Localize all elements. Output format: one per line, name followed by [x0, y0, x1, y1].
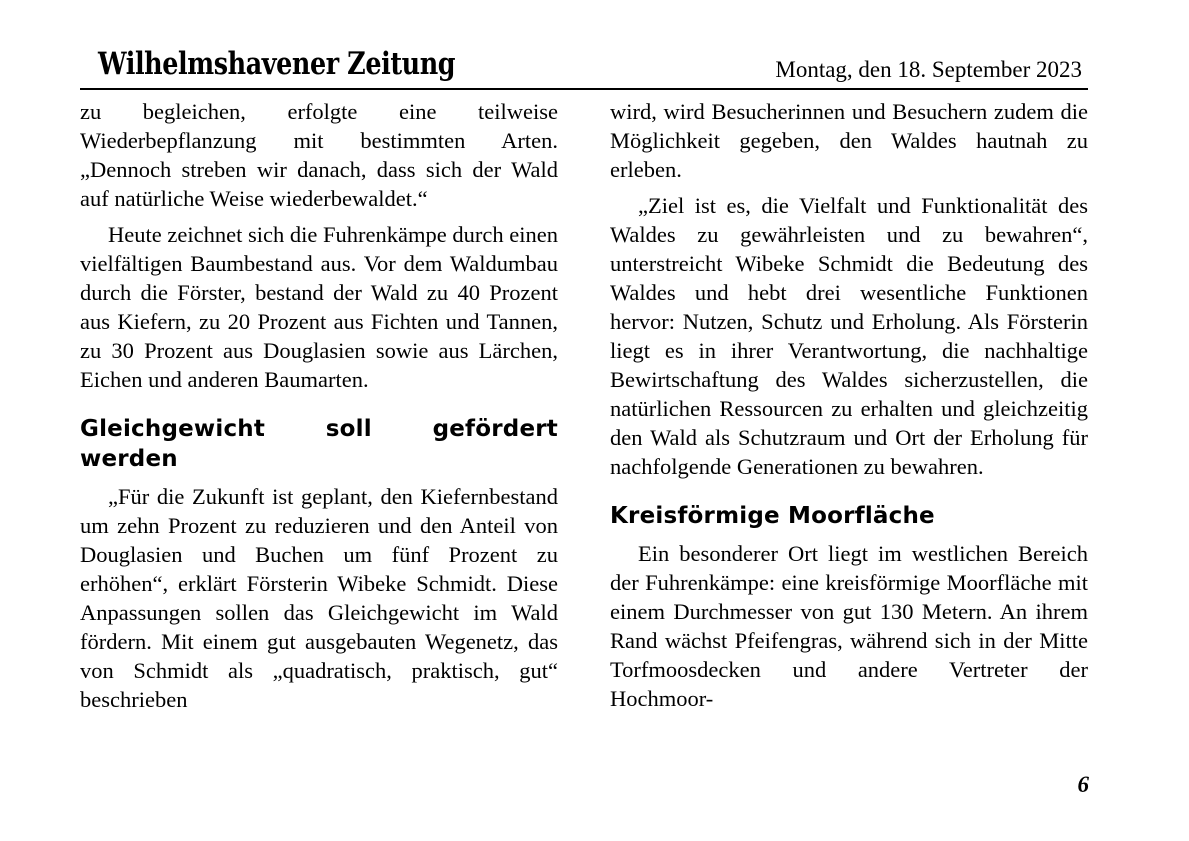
left-paragraph-2: Heute zeichnet sich die Fuhrenkämpe durch einen vielfältigen Baumbestand aus. Vor dem Waldumbau durch die Förster, bestand der Wald zu 40 Prozent aus Kiefern, zu 20 Prozent aus Fichten und Tannen, zu 30 Prozent aus Douglasien sowie aus Lärchen, Eichen und anderen Baumarten. [80, 222, 558, 392]
right-paragraph-2: „Ziel ist es, die Vielfalt und Funktionalität des Waldes zu gewährleisten und zu bewahren“, unterstreicht Wibeke Schmidt die Bedeutung des Waldes und hebt drei wesentliche Funktionen hervor: Nutzen, Schutz und Erholung. Als Försterin liegt es in ihrer Verantwortung, die nachhaltige Bewirtschaftung des Waldes sicherzustellen, die natürlichen Ressourcen zu erhalten und gleichzeitig den Wald als Schutzraum und Ort der Erholung für nachfolgende Generationen zu bewahren. [610, 193, 1088, 479]
right-paragraph-1: wird, wird Besucherinnen und Besuchern zudem die Möglichkeit gegeben, den Waldes hautnah zu erleben. [610, 99, 1088, 182]
page-number: 6 [1077, 772, 1089, 797]
right-paragraph-3: Ein besonderer Ort liegt im westlichen Bereich der Fuhrenkämpe: eine kreisförmige Moorfläche mit einem Durchmesser von gut 130 Metern. An ihrem Rand wächst Pfeifengras, während sich in der Mitte Torfmoosdecken und andere Vertreter der Hochmoor- [610, 541, 1088, 711]
issue-date: Montag, den 18. September 2023 [775, 57, 1082, 82]
left-column [80, 97, 558, 721]
left-paragraph-3: „Für die Zukunft ist geplant, den Kiefernbestand um zehn Prozent zu reduzieren und den Anteil von Douglasien und Buchen um fünf Prozent zu erhöhen“, erklärt Försterin Wibeke Schmidt. Diese Anpassungen sollen das Gleichgewicht im Wald fördern. Mit einem gut ausgebauten Wegenetz, das von Schmidt als „quadratisch, praktisch, gut“ beschrieben [80, 484, 558, 712]
section-heading-moor: Kreisförmige Moorfläche [610, 503, 935, 529]
section-heading-balance: Gleichgewicht soll gefördert werden [80, 416, 558, 472]
left-paragraph-1: zu begleichen, erfolgte eine teilweise Wiederbepflanzung mit bestimmten Arten. „Dennoch streben wir danach, dass sich der Wald auf natürliche Weise wiederbewaldet.“ [80, 99, 558, 211]
newspaper-masthead: Wilhelmshavener Zeitung [98, 46, 456, 82]
right-column [610, 97, 1088, 720]
page-header [80, 44, 1088, 90]
